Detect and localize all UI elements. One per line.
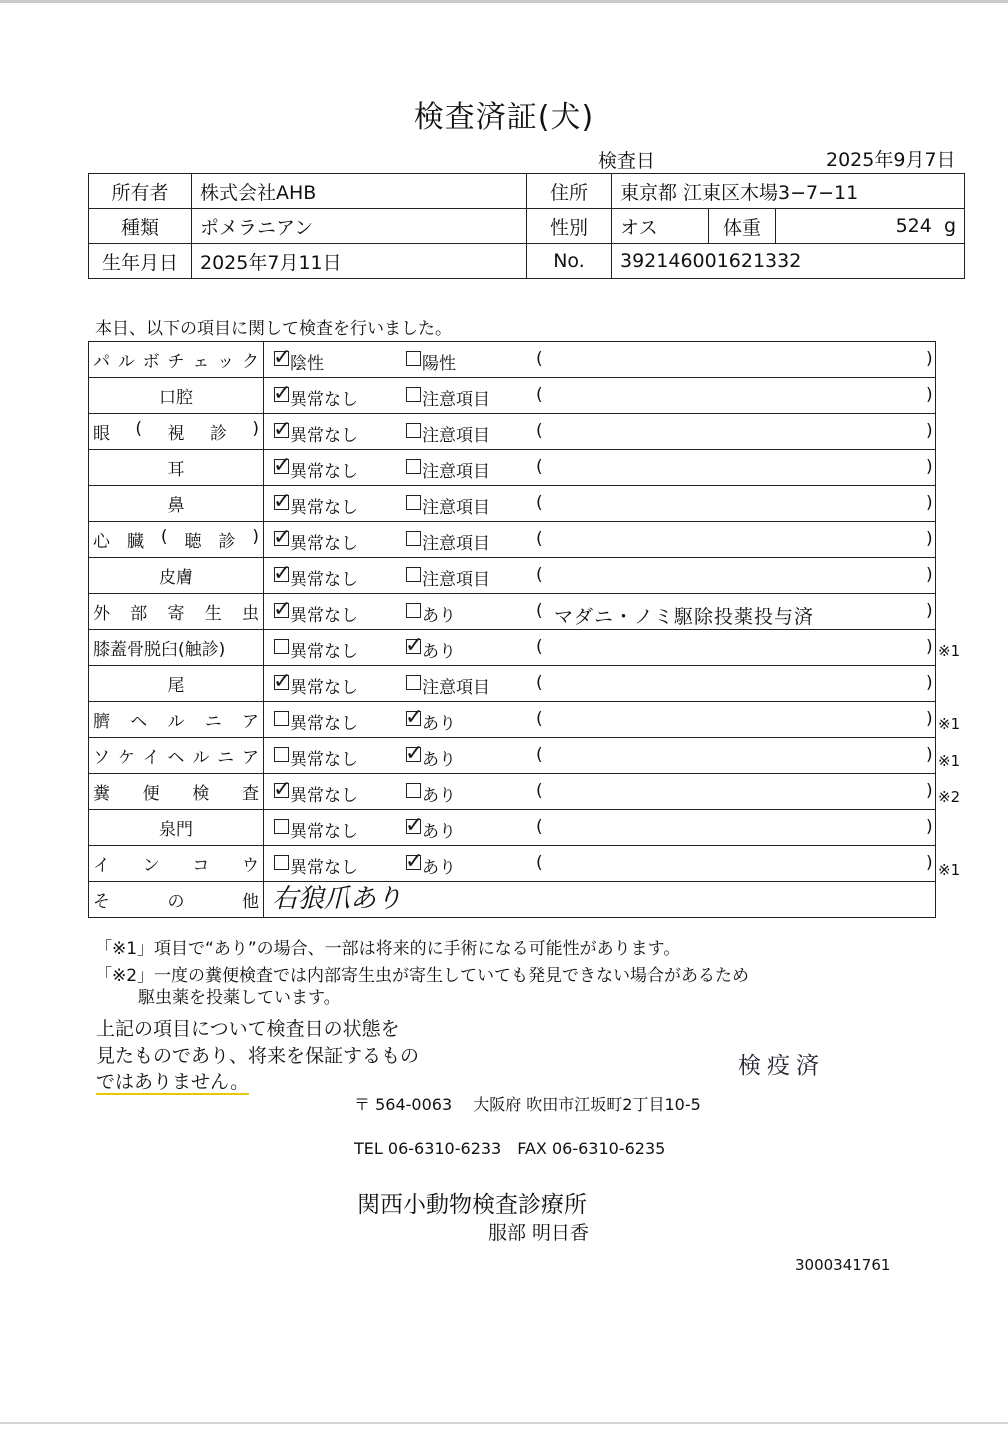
info-table	[88, 173, 965, 279]
paren-open: (	[536, 673, 543, 693]
option-2-label: あり	[422, 858, 456, 878]
dob-label: 生年月日	[89, 244, 192, 279]
option-1-label: 異常なし	[290, 570, 358, 590]
exam-date-label: 検査日	[598, 150, 656, 172]
option-2-label: 注意項目	[422, 426, 490, 446]
check-item-text: 尾	[167, 676, 185, 696]
check-item-label	[89, 702, 264, 738]
checkbox-option-1[interactable]	[274, 711, 289, 726]
check-row	[89, 846, 936, 882]
check-item-text: 膝蓋骨脱臼(触診)	[93, 640, 226, 660]
note-reference-mark: ※1	[938, 715, 961, 733]
check-result-cell	[264, 810, 936, 846]
no-label: No.	[527, 244, 612, 279]
check-item-label	[89, 378, 264, 414]
option-2-label: 注意項目	[422, 498, 490, 518]
check-result-cell	[264, 558, 936, 594]
paren-close: )	[926, 637, 933, 657]
check-result-cell	[264, 378, 936, 414]
check-row	[89, 666, 936, 702]
check-item-label	[89, 846, 264, 882]
scan-edge-top	[0, 0, 1008, 3]
check-item-text: 耳	[167, 460, 185, 480]
checkbox-option-1[interactable]	[274, 639, 289, 654]
checkbox-option-2[interactable]	[406, 603, 421, 618]
check-item-label	[89, 486, 264, 522]
note-reference-mark: ※1	[938, 641, 961, 660]
option-1-label: 異常なし	[290, 750, 358, 770]
owner-value: 株式会社AHB	[192, 174, 527, 209]
check-item-label	[89, 630, 264, 666]
option-1-label: 陰性	[290, 354, 324, 374]
note-reference-mark: ※2	[938, 788, 961, 807]
other-value-cell	[264, 882, 936, 918]
check-result-cell	[264, 522, 936, 558]
scan-edge-bottom	[0, 1422, 1008, 1424]
intro-text: 本日、以下の項目に関して検査を行いました。	[95, 319, 452, 339]
paren-close: )	[926, 529, 933, 549]
info-row-breed	[89, 209, 965, 244]
check-item-text: 口腔	[159, 388, 193, 408]
check-item-text: ソ ケ イ ヘ ル ニ ア	[93, 748, 259, 768]
check-result-cell	[264, 342, 936, 378]
exam-date: 2025年9月7日	[826, 149, 956, 171]
clinic-address: 〒 564-0063 大阪府 吹田市江坂町2丁目10-5	[354, 1095, 701, 1114]
check-row	[89, 702, 936, 738]
option-1-label: 異常なし	[290, 822, 358, 842]
paren-close: )	[926, 493, 933, 513]
paren-close: )	[926, 673, 933, 693]
check-item-label	[89, 558, 264, 594]
check-row	[89, 378, 936, 414]
breed-label: 種類	[89, 209, 192, 244]
checkmark-icon: ✓	[405, 705, 424, 730]
paren-close: )	[926, 745, 933, 765]
checkbox-option-2[interactable]	[406, 387, 421, 402]
clinic-phone-fax: TEL 06-6310-6233 FAX 06-6310-6235	[354, 1139, 666, 1158]
check-item-label	[89, 522, 264, 558]
no-value: 392146001621332	[612, 244, 965, 279]
check-result-cell	[264, 630, 936, 666]
checkbox-option-2[interactable]	[406, 459, 421, 474]
check-item-text: 皮膚	[159, 568, 193, 588]
declaration-line-3-text: ではありません。	[96, 1071, 250, 1093]
footnote-2: 「※2」一度の糞便検査では内部寄生虫が寄生していても発見できない場合があるため	[95, 966, 750, 986]
checkmark-icon: ✓	[405, 741, 424, 766]
paren-open: (	[536, 745, 543, 765]
option-1-label: 異常なし	[290, 534, 358, 554]
footnote-2-cont: 駆虫薬を投薬しています。	[138, 988, 341, 1008]
check-item-label	[89, 414, 264, 450]
check-row	[89, 522, 936, 558]
paren-close: )	[926, 385, 933, 405]
paren-open: (	[536, 637, 543, 657]
check-result-cell	[264, 702, 936, 738]
check-item-text: 鼻	[167, 496, 185, 516]
note-reference-mark: ※1	[938, 861, 961, 880]
paren-open: (	[536, 421, 543, 441]
note-reference-mark: ※1	[938, 751, 961, 770]
checkbox-option-2[interactable]	[406, 783, 421, 798]
weight-unit: g	[943, 215, 956, 237]
address-label: 住所	[527, 174, 612, 209]
checkmark-icon: ✓	[405, 813, 424, 838]
address-value: 東京都 江東区木場3−7−11	[612, 174, 965, 209]
declaration-line-2: 見たものであり、将来を保証するもの	[96, 1045, 420, 1067]
checkbox-option-2[interactable]	[406, 675, 421, 690]
check-row	[89, 342, 936, 378]
option-1-label: 異常なし	[290, 426, 358, 446]
option-2-label: 陽性	[422, 354, 456, 374]
checkmark-icon: ✓	[273, 381, 292, 406]
paren-open: (	[536, 385, 543, 405]
check-item-text: パ ル ボ チ ェ ッ ク	[93, 352, 259, 372]
option-1-label: 異常なし	[290, 678, 358, 698]
check-item-text: 臍 ヘ ル ニ ア	[93, 712, 259, 732]
check-result-cell	[264, 666, 936, 702]
option-1-label: 異常なし	[290, 498, 358, 518]
option-1-label: 異常なし	[290, 390, 358, 410]
weight-label: 体重	[709, 209, 776, 244]
other-label	[89, 882, 264, 918]
paren-close: )	[926, 565, 933, 585]
sex-value: オス	[612, 209, 709, 244]
paren-open: (	[536, 709, 543, 729]
check-row	[89, 630, 936, 666]
option-2-label: 注意項目	[422, 390, 490, 410]
check-row	[89, 558, 936, 594]
option-1-label: 異常なし	[290, 642, 358, 662]
option-2-label: あり	[422, 786, 456, 806]
paren-open: (	[536, 493, 543, 513]
paren-close: )	[926, 457, 933, 477]
check-row	[89, 774, 936, 810]
check-note: マダニ・ノミ駆除投薬投与済	[554, 606, 815, 628]
paren-close: )	[926, 853, 933, 873]
option-2-label: 注意項目	[422, 570, 490, 590]
option-2-label: あり	[422, 606, 456, 626]
option-2-label: あり	[422, 750, 456, 770]
paren-close: )	[926, 349, 933, 369]
sex-label: 性別	[527, 209, 612, 244]
checkmark-icon: ✓	[405, 633, 424, 658]
checkmark-icon: ✓	[273, 417, 292, 442]
check-item-label	[89, 666, 264, 702]
check-result-cell	[264, 594, 936, 630]
checkmark-icon: ✓	[273, 669, 292, 694]
owner-label: 所有者	[89, 174, 192, 209]
option-2-label: 注意項目	[422, 678, 490, 698]
paren-open: (	[536, 601, 543, 621]
check-item-label	[89, 810, 264, 846]
checkbox-option-2[interactable]	[406, 531, 421, 546]
check-item-text: 外 部 寄 生 虫	[93, 604, 259, 624]
check-item-label	[89, 774, 264, 810]
option-2-label: あり	[422, 642, 456, 662]
dob-value: 2025年7月11日	[192, 244, 527, 279]
option-2-label: あり	[422, 822, 456, 842]
check-item-label	[89, 342, 264, 378]
check-item-text: 心 臓 ( 聴 診 )	[93, 527, 259, 552]
veterinarian-name: 服部 明日香	[488, 1222, 590, 1244]
check-result-cell	[264, 846, 936, 882]
option-1-label: 異常なし	[290, 462, 358, 482]
option-2-label: 注意項目	[422, 534, 490, 554]
option-1-label: 異常なし	[290, 714, 358, 734]
checkbox-option-2[interactable]	[406, 423, 421, 438]
declaration-line-1: 上記の項目について検査日の状態を	[96, 1018, 400, 1040]
checkbox-option-1[interactable]	[274, 855, 289, 870]
check-item-text: イ ン コ ウ	[93, 856, 259, 876]
weight-number: 524	[895, 215, 932, 237]
info-row-owner	[89, 174, 965, 209]
checkbox-option-2[interactable]	[406, 351, 421, 366]
paren-close: )	[926, 709, 933, 729]
checkbox-option-2[interactable]	[406, 567, 421, 582]
check-item-text: 眼 ( 視 診 )	[93, 419, 259, 444]
paren-open: (	[536, 853, 543, 873]
footnote-1: 「※1」項目で“あり”の場合、一部は将来的に手術になる可能性があります。	[95, 939, 681, 959]
check-item-label	[89, 594, 264, 630]
check-row	[89, 414, 936, 450]
checkbox-option-1[interactable]	[274, 819, 289, 834]
option-1-label: 異常なし	[290, 786, 358, 806]
checkmark-icon: ✓	[405, 849, 424, 874]
check-result-cell	[264, 774, 936, 810]
check-result-cell	[264, 414, 936, 450]
checkmark-icon: ✓	[273, 777, 292, 802]
weight-value	[776, 209, 965, 244]
checkmark-icon: ✓	[273, 597, 292, 622]
check-row	[89, 450, 936, 486]
checkmark-icon: ✓	[273, 525, 292, 550]
paren-close: )	[926, 781, 933, 801]
checks-table	[88, 341, 936, 918]
check-result-cell	[264, 486, 936, 522]
check-result-cell	[264, 450, 936, 486]
check-row	[89, 738, 936, 774]
quarantine-stamp: 検疫済	[738, 1053, 825, 1079]
check-row-other	[89, 882, 936, 918]
paren-open: (	[536, 457, 543, 477]
check-result-cell	[264, 738, 936, 774]
checkmark-icon: ✓	[273, 453, 292, 478]
clinic-name: 関西小動物検査診療所	[357, 1192, 587, 1218]
checkmark-icon: ✓	[273, 345, 292, 370]
checkbox-option-2[interactable]	[406, 495, 421, 510]
paren-open: (	[536, 817, 543, 837]
check-item-label	[89, 738, 264, 774]
info-row-dob	[89, 244, 965, 279]
check-item-text: 泉門	[159, 820, 193, 840]
check-row	[89, 486, 936, 522]
other-label-text: そ の 他	[93, 892, 259, 912]
checkbox-option-1[interactable]	[274, 747, 289, 762]
option-2-label: 注意項目	[422, 462, 490, 482]
breed-value: ポメラニアン	[192, 209, 527, 244]
paren-open: (	[536, 529, 543, 549]
other-handwritten-note: 右狼爪あり	[272, 884, 403, 914]
check-row	[89, 810, 936, 846]
check-item-label	[89, 450, 264, 486]
check-item-text: 糞 便 検 査	[93, 784, 259, 804]
paren-open: (	[536, 349, 543, 369]
document-title: 検査済証(犬)	[413, 100, 595, 135]
paren-open: (	[536, 565, 543, 585]
declaration-line-3	[96, 1067, 249, 1094]
checkmark-icon: ✓	[273, 561, 292, 586]
paren-close: )	[926, 817, 933, 837]
checkmark-icon: ✓	[273, 489, 292, 514]
option-1-label: 異常なし	[290, 606, 358, 626]
paren-open: (	[536, 781, 543, 801]
option-2-label: あり	[422, 714, 456, 734]
paren-close: )	[926, 421, 933, 441]
check-row	[89, 594, 936, 630]
serial-number: 3000341761	[795, 1256, 891, 1274]
paren-close: )	[926, 601, 933, 621]
option-1-label: 異常なし	[290, 858, 358, 878]
